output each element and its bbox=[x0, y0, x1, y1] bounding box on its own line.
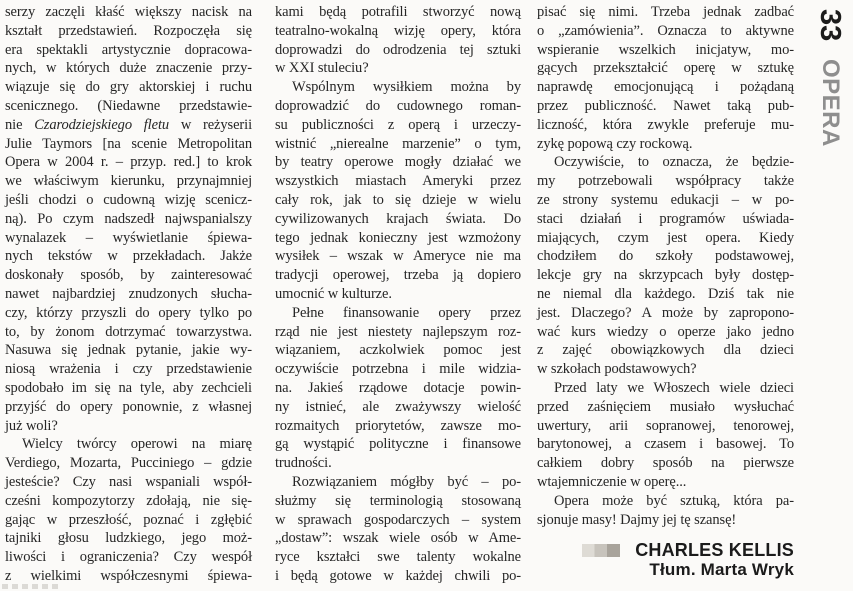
translator-credit: Tłum. Marta Wryk bbox=[649, 560, 794, 580]
paragraph bbox=[275, 78, 521, 304]
text-line: Julie Taymors [na scenie Metropolitan bbox=[5, 135, 252, 152]
ink-smudge-artifact bbox=[582, 544, 620, 557]
text-line: cześni kompozytorzy zdołają, nie się- bbox=[5, 492, 252, 509]
text-line: nawet najbardziej znudzonych słucha- bbox=[5, 285, 252, 302]
text-line: zykę popową czy rockową. bbox=[537, 135, 693, 152]
text-line: jest. Dlaczego? A może by zapropono- bbox=[537, 304, 794, 321]
text-line: doprowadzić do cudownego roman- bbox=[275, 97, 521, 114]
text-line: nych tekstów w przekładach. Jakże bbox=[5, 248, 252, 265]
text-line: „dostaw”: wszak wiele osób w Ame- bbox=[275, 530, 521, 547]
text-line: teatralno-wokalną wizję opery, która bbox=[275, 22, 521, 39]
text-line: we właściwym kierunku, przynajmniej bbox=[5, 173, 252, 190]
text-line: kami będą potrafili stworzyć nową bbox=[275, 4, 521, 20]
text-line: liwości i ograniczenia? Czy wespół bbox=[5, 549, 252, 566]
text-line: Wielcy twórcy operowi na miarę bbox=[22, 436, 252, 453]
paragraph bbox=[5, 3, 252, 435]
signature-block bbox=[537, 540, 794, 580]
text-line: już woli? bbox=[5, 417, 58, 434]
text-line: wiązaniem, aczkolwiek pomoc jest bbox=[275, 342, 521, 359]
text-line: serzy zaczęli kłaść większy nacisk na bbox=[5, 4, 252, 20]
text-line: i będą gotowe w każdej chwili po- bbox=[275, 567, 521, 584]
text-line: Rozwiązaniem mógłby być – po- bbox=[292, 473, 521, 490]
text-line: ną). Po czym nadszedł najwspanialszy bbox=[5, 210, 252, 227]
text-line: uwertury, arii sopranowej, tenorowej, bbox=[537, 417, 794, 434]
text-line: Przed laty we Włoszech wiele dzieci bbox=[554, 379, 794, 396]
text-line: rząd nie jest niestety najlepszym roz- bbox=[275, 323, 521, 340]
text-line: Verdiego, Mozarta, Pucciniego – gdzie bbox=[5, 455, 252, 472]
text-line: służmy się terminologią stosowaną bbox=[275, 492, 521, 509]
text-line: staci działań i programów uświada- bbox=[537, 210, 794, 227]
text-line: przyjść do opery ponownie, z własnej bbox=[5, 398, 252, 415]
text-line: tradycji operowej, trzeba ją dopiero bbox=[275, 267, 521, 284]
text-line: tajniki głosu ludzkiego, jego moż- bbox=[5, 530, 252, 547]
text-line: liczność, która zwykle preferuje mu- bbox=[537, 116, 794, 133]
section-label: OPERA bbox=[817, 58, 844, 147]
text-line: ryce kształci swe talenty wokalne bbox=[275, 549, 521, 566]
text-line: cały rok, jak to się dzieje w wielu bbox=[275, 191, 521, 208]
scan-artifact bbox=[2, 584, 58, 589]
text-line: ny istnieć, ale zważywszy wielość bbox=[275, 398, 521, 415]
text-line: lekcje gry na skrzypcach były dostęp- bbox=[537, 267, 794, 284]
text-line: ze strony systemu edukacji – w po- bbox=[537, 191, 794, 208]
text-line: przed zaśnięciem musiało wysłuchać bbox=[537, 398, 794, 415]
text-line: niosą wrażenia i czy przedstawienie bbox=[5, 361, 252, 378]
text-line: umocnić w kulturze. bbox=[275, 285, 392, 302]
text-line: kształt przedstawień. Rozpoczęła się bbox=[5, 22, 252, 39]
text-line: doprowadzi do odrodzenia tej sztuki bbox=[275, 41, 521, 58]
text-column-1 bbox=[5, 3, 252, 586]
text-line: doskonały sposób, by zainteresować bbox=[5, 267, 252, 284]
text-line: jesteście? Czy nasi wspaniali współ- bbox=[5, 473, 252, 490]
text-line: Opera może być sztuką, która pa- bbox=[554, 492, 794, 509]
text-line: Pełne finansowanie opery przez bbox=[292, 304, 521, 321]
paragraph bbox=[275, 473, 521, 586]
text-line: w szkołach podstawowych? bbox=[537, 361, 697, 378]
text-line: gając w przeszłość, poznać i zgłębić bbox=[5, 511, 252, 528]
text-line: era spektakli artystycznie dopracowa- bbox=[5, 41, 252, 58]
text-line: wistnić „nierealne marzenie” o tym, bbox=[275, 135, 521, 152]
text-line: czy, którzy przyszli do opery tylko po bbox=[5, 304, 252, 321]
text-line: wać kurs wiedzy o operze jako jedno bbox=[537, 323, 794, 340]
text-line: chodziłem do szkoły podstawowej, bbox=[537, 248, 794, 265]
text-line: jeśli chodzi o cudowną wizję scenicz- bbox=[5, 191, 252, 208]
text-line: Opera w 2004 r. – przyp. red.] to krok bbox=[5, 154, 252, 171]
text-line: w XXI stuleciu? bbox=[275, 60, 369, 77]
paragraph bbox=[537, 492, 794, 530]
paragraph bbox=[5, 435, 252, 585]
text-line: przez publiczność. Nawet taką pub- bbox=[537, 97, 794, 114]
text-line: sjonuje masy! Dajmy jej tę szansę! bbox=[537, 511, 737, 528]
text-line: wszystkich miastach Ameryki przez bbox=[275, 173, 521, 190]
text-line: wiązuje się do gry aktorskiej i ruchu bbox=[5, 79, 252, 96]
text-line: to, by żonom dotrzymać towarzystwa. bbox=[5, 323, 252, 340]
article-columns bbox=[5, 3, 794, 586]
text-line: z zajęć obowiązkowych dla dzieci bbox=[537, 342, 794, 359]
text-line: oczywiście potrzebna i mile widzia- bbox=[275, 361, 521, 378]
page-number: 33 bbox=[814, 9, 846, 42]
text-line: trudności. bbox=[275, 455, 332, 472]
text-line: by teatry operowe mogły działać we bbox=[275, 154, 521, 171]
text-line: my potrzebowali współpracy także bbox=[537, 173, 794, 190]
author-row bbox=[537, 540, 794, 560]
text-line: Oczywiście, to oznacza, że będzie- bbox=[554, 154, 794, 171]
text-line: o „zamówienia”. Oznacza to aktywne bbox=[537, 22, 794, 39]
text-line: barytonowej, a czasem i basowej. To bbox=[537, 436, 794, 453]
page-edge-sidebar bbox=[813, 9, 846, 147]
text-line: nych, w których duże znaczenie przy- bbox=[5, 60, 252, 77]
text-line: Nasuwa się jednak pytanie, jakie wy- bbox=[5, 342, 252, 359]
text-line: wspieranie wszelkich inicjatyw, mo- bbox=[537, 41, 794, 58]
text-line: cywilizowanych krajach świata. Do bbox=[275, 210, 521, 227]
text-line: nie Czarodziejskiego fletu w reżyserii bbox=[5, 116, 252, 133]
text-column-2 bbox=[275, 3, 521, 586]
text-line: w sprawach gospodarczych – system bbox=[275, 511, 521, 528]
text-line: scenicznego. (Niedawne przedstawie- bbox=[5, 97, 252, 114]
paragraph bbox=[275, 3, 521, 78]
paragraph bbox=[537, 153, 794, 379]
text-line: wtajemniczenie w operę... bbox=[537, 473, 687, 490]
text-line: Wspólnym wysiłkiem można by bbox=[292, 79, 521, 96]
text-line: rozmaitych priorytetów, zawsze mo- bbox=[275, 417, 521, 434]
text-line: gących przekształcić operę w sztukę bbox=[537, 60, 794, 77]
text-line: su publiczności z operą i urzeczy- bbox=[275, 116, 521, 133]
author-name: CHARLES KELLIS bbox=[635, 540, 794, 561]
text-line: gą wystąpić polityczne i finansowe bbox=[275, 436, 521, 453]
text-column-3 bbox=[537, 3, 794, 586]
text-line: na. Jakieś rządowe dotacje powin- bbox=[275, 379, 521, 396]
text-line: tego jednak konieczny jest wzmożony bbox=[275, 229, 521, 246]
paragraph bbox=[537, 379, 794, 492]
text-line: wysiłek – wszak w Ameryce nie ma bbox=[275, 248, 521, 265]
text-line: miających, czym jest opera. Kiedy bbox=[537, 229, 794, 246]
text-line: ne niemal dla każdego. Dziś tak nie bbox=[537, 285, 794, 302]
text-line: całkiem dobry sposób na pierwsze bbox=[537, 455, 794, 472]
paragraph bbox=[275, 304, 521, 473]
text-line: spodobało im się na tyle, aby zechcieli bbox=[5, 379, 252, 396]
text-line: pisać się nimi. Trzeba jednak zadbać bbox=[537, 4, 794, 20]
paragraph bbox=[537, 3, 794, 153]
text-line: naprawdę emocjonującą i pożądaną bbox=[537, 79, 794, 96]
text-line: wynalazek – wyświetlanie śpiewa- bbox=[5, 229, 252, 246]
text-line: z wielkimi współczesnymi śpiewa- bbox=[5, 567, 252, 584]
